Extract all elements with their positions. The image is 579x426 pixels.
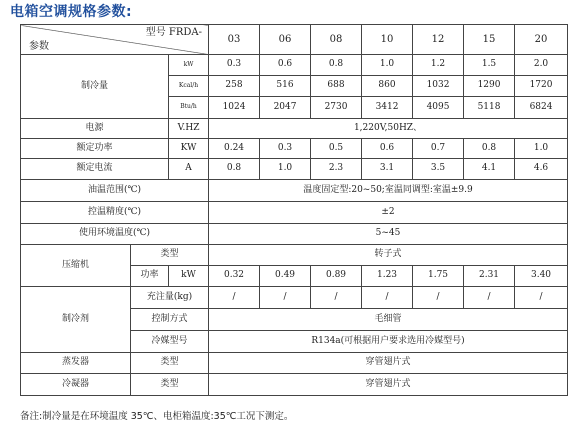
param-label: 参数 bbox=[29, 41, 49, 52]
value-cell: 0.49 bbox=[260, 266, 311, 287]
value-cell: 2047 bbox=[260, 97, 311, 119]
value-cell: R134a(可根据用户要求选用冷媒型号) bbox=[209, 331, 568, 353]
value-cell: 1.0 bbox=[515, 139, 568, 159]
value-cell: 2.31 bbox=[464, 266, 515, 287]
unit-cell: kW bbox=[169, 266, 209, 287]
value-cell: 4.1 bbox=[464, 159, 515, 180]
value-cell: 1,220V,50HZ、 bbox=[209, 119, 568, 139]
compressor-label: 压缩机 bbox=[21, 245, 131, 287]
value-cell: 0.7 bbox=[413, 139, 464, 159]
value-cell: / bbox=[362, 287, 413, 309]
value-cell: / bbox=[413, 287, 464, 309]
value-cell: 2.0 bbox=[515, 55, 568, 76]
rated-power-row bbox=[21, 139, 568, 159]
value-cell: 2730 bbox=[311, 97, 362, 119]
value-cell: ±2 bbox=[209, 202, 568, 224]
model-header: 03 bbox=[209, 25, 260, 55]
sub-label: 控制方式 bbox=[131, 309, 209, 331]
value-cell: 5118 bbox=[464, 97, 515, 119]
spec-table bbox=[20, 24, 568, 396]
value-cell: 0.3 bbox=[209, 55, 260, 76]
refrigerant-label: 制冷剂 bbox=[21, 287, 131, 353]
value-cell: 1.0 bbox=[362, 55, 413, 76]
row-label: 使用环境温度(℃) bbox=[21, 224, 209, 245]
value-cell: 3.1 bbox=[362, 159, 413, 180]
sub-label: 功率 bbox=[131, 266, 169, 287]
header-diagonal-cell bbox=[21, 25, 209, 55]
value-cell: 0.5 bbox=[311, 139, 362, 159]
value-cell: 1.0 bbox=[260, 159, 311, 180]
value-cell: 0.8 bbox=[209, 159, 260, 180]
row-label: 电源 bbox=[21, 119, 169, 139]
value-cell: / bbox=[260, 287, 311, 309]
footnote: 备注:制冷量是在环境温度 35℃、电柜箱温度:35℃工况下测定。 bbox=[20, 411, 294, 422]
value-cell: 3.5 bbox=[413, 159, 464, 180]
sub-label: 类型 bbox=[131, 245, 209, 266]
sub-label: 类型 bbox=[131, 353, 209, 374]
value-cell: 6824 bbox=[515, 97, 568, 119]
value-cell: 1.5 bbox=[464, 55, 515, 76]
row-label: 冷凝器 bbox=[21, 374, 131, 396]
header-row bbox=[21, 25, 568, 55]
value-cell: / bbox=[209, 287, 260, 309]
row-label: 额定功率 bbox=[21, 139, 169, 159]
value-cell: 0.89 bbox=[311, 266, 362, 287]
value-cell: 2.3 bbox=[311, 159, 362, 180]
model-header: 20 bbox=[515, 25, 568, 55]
temp-range-row bbox=[21, 180, 568, 202]
sub-label: 类型 bbox=[131, 374, 209, 396]
value-cell: 0.24 bbox=[209, 139, 260, 159]
row-label: 额定电流 bbox=[21, 159, 169, 180]
row-label: 控温精度(℃) bbox=[21, 202, 209, 224]
value-cell: 毛细管 bbox=[209, 309, 568, 331]
sub-label: 充注量(kg) bbox=[131, 287, 209, 309]
model-header: 15 bbox=[464, 25, 515, 55]
value-cell: 转子式 bbox=[209, 245, 568, 266]
value-cell: 穿管翅片式 bbox=[209, 374, 568, 396]
model-header: 06 bbox=[260, 25, 311, 55]
value-cell: 860 bbox=[362, 76, 413, 97]
value-cell: 4.6 bbox=[515, 159, 568, 180]
value-cell: 1290 bbox=[464, 76, 515, 97]
value-cell: 258 bbox=[209, 76, 260, 97]
compressor-type-row bbox=[21, 245, 568, 266]
value-cell: 0.3 bbox=[260, 139, 311, 159]
ambient-temp-row bbox=[21, 224, 568, 245]
control-precision-row bbox=[21, 202, 568, 224]
value-cell: 0.6 bbox=[362, 139, 413, 159]
value-cell: 5~45 bbox=[209, 224, 568, 245]
value-cell: 1.23 bbox=[362, 266, 413, 287]
value-cell: 3.40 bbox=[515, 266, 568, 287]
value-cell: 温度固定型:20~50;室温同调型:室温±9.9 bbox=[209, 180, 568, 202]
value-cell: / bbox=[311, 287, 362, 309]
value-cell: 穿管翅片式 bbox=[209, 353, 568, 374]
row-label: 油温范围(℃) bbox=[21, 180, 209, 202]
row-label: 蒸发器 bbox=[21, 353, 131, 374]
value-cell: 3412 bbox=[362, 97, 413, 119]
value-cell: / bbox=[515, 287, 568, 309]
value-cell: 1024 bbox=[209, 97, 260, 119]
value-cell: 516 bbox=[260, 76, 311, 97]
value-cell: 1032 bbox=[413, 76, 464, 97]
model-header: 12 bbox=[413, 25, 464, 55]
condenser-row bbox=[21, 374, 568, 396]
model-header: 08 bbox=[311, 25, 362, 55]
unit-cell: V.HZ bbox=[169, 119, 209, 139]
power-supply-row bbox=[21, 119, 568, 139]
unit-cell: Btu/h bbox=[169, 97, 209, 119]
value-cell: 1720 bbox=[515, 76, 568, 97]
value-cell: 1.2 bbox=[413, 55, 464, 76]
value-cell: 0.8 bbox=[311, 55, 362, 76]
cooling-row-kw bbox=[21, 55, 568, 76]
sub-label: 冷媒型号 bbox=[131, 331, 209, 353]
page-title: 电箱空调规格参数: bbox=[10, 4, 133, 20]
value-cell: / bbox=[464, 287, 515, 309]
unit-cell: Kcal/h bbox=[169, 76, 209, 97]
value-cell: 1.75 bbox=[413, 266, 464, 287]
refrigerant-charge-row bbox=[21, 287, 568, 309]
model-label: 型号 FRDA- bbox=[145, 27, 203, 38]
value-cell: 688 bbox=[311, 76, 362, 97]
model-header: 10 bbox=[362, 25, 413, 55]
unit-cell: kW bbox=[169, 55, 209, 76]
unit-cell: A bbox=[169, 159, 209, 180]
value-cell: 0.8 bbox=[464, 139, 515, 159]
cooling-label: 制冷量 bbox=[21, 55, 169, 119]
evaporator-row bbox=[21, 353, 568, 374]
value-cell: 4095 bbox=[413, 97, 464, 119]
value-cell: 0.6 bbox=[260, 55, 311, 76]
rated-current-row bbox=[21, 159, 568, 180]
value-cell: 0.32 bbox=[209, 266, 260, 287]
unit-cell: KW bbox=[169, 139, 209, 159]
